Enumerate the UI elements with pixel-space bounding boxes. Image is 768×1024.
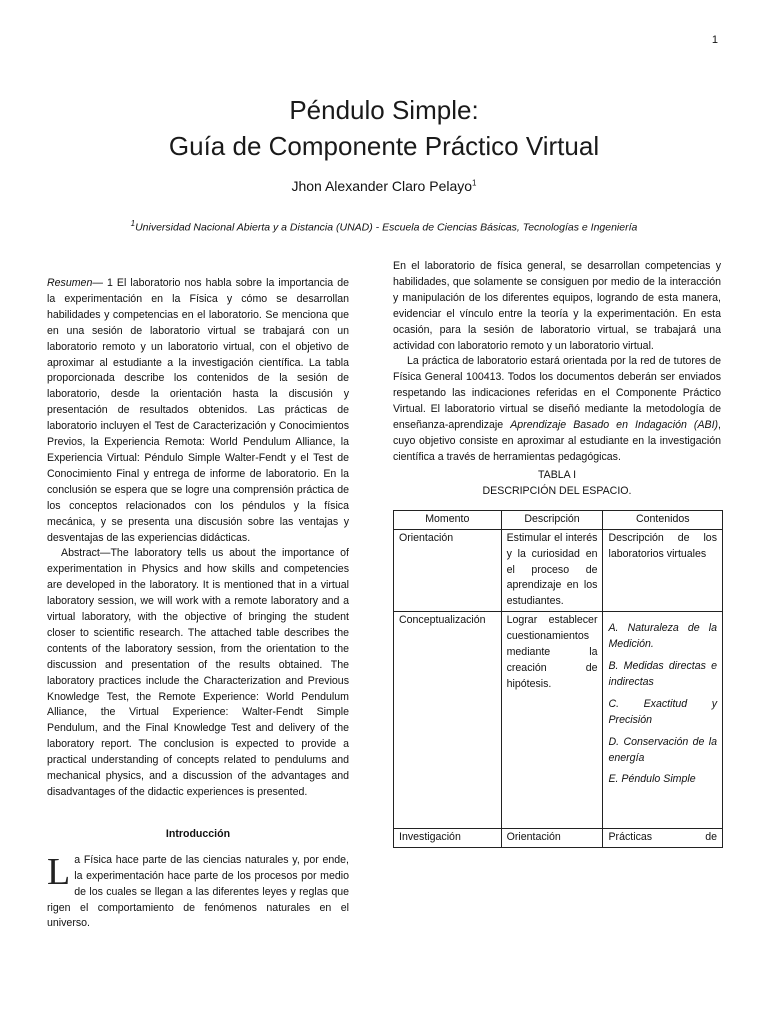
abstract-paragraph: Abstract—The laboratory tells us about the importance of experimentation in Physics and how skills and competencies are developed in the laboratory. It is mentioned that in a virtual laboratory session, we will work with a remote laboratory and a virtual laboratory, with the objective of bringing the student closer to scientific research. The attached table describes the contents of the laboratory session, from the orientation to the discussion and presentation of the results obtained. The laboratory practices include the Characterization and Previous Knowledge Test, the Remote Experience: World Pendulum Alliance, the Virtual Experience: Walter-Fendt Simple Pendulum, and the Final Knowledge Test and delivery of the laboratory report. The conclusion is expected to provide a practical understanding of concepts related to pendulums and mechanical physics, and a discussion of the advantages and disadvantages of the didactic experiences is presented. <box>47 547 349 798</box>
table-row <box>394 529 723 612</box>
content-item: E. Péndulo Simple <box>608 773 696 786</box>
content-item: D. Conservación de la energía <box>608 735 717 764</box>
affiliation <box>0 219 768 234</box>
intro-paragraph <box>47 850 349 933</box>
table-row <box>394 612 723 829</box>
title-line-2: Guía de Componente Práctico Virtual <box>168 131 600 161</box>
right-paragraph-2 <box>393 354 721 465</box>
content-item: A. Naturaleza de la Medición. <box>608 622 717 651</box>
description-table <box>393 510 723 849</box>
right-paragraph-1: En el laboratorio de física general, se desarrollan competencias y habilidades, que solamente se consiguen por medio de la interacción y manipulación de los diferentes equipos, logrando de esta manera, evidenciar el vínculo entre la teoría y la experimentación. En esta ocasión, para la sesión de laboratorio virtual, se trabajará una actividad con laboratorio remoto y un laboratorio virtual. <box>393 260 721 352</box>
content-item: B. Medidas directas e indirectas <box>608 660 717 688</box>
content-item: C. Exactitud y Precisión <box>608 697 717 726</box>
table-title: DESCRIPCIÓN DEL ESPACIO. <box>482 484 632 497</box>
right-p2-end: , cuyo objetivo consiste en aproximar al estudiante en la investigación científica a través de herramientas pedagógicas. <box>393 419 721 463</box>
cell-descripcion: Lograr establecer cuestionamientos mediante la creación de hipótesis. <box>501 612 603 829</box>
resumen-lead: Resumen <box>47 277 93 289</box>
author-name: Jhon Alexander Claro Pelayo <box>291 178 473 194</box>
resumen-text: — 1 El laboratorio nos habla sobre la importancia de la experimentación en la Física y cómo se desarrollan habilidades y competencias en el laboratorio. Se menciona que en una sesión de laboratorio virtual se trabajará con un laboratorio remoto y un laboratorio virtual, con el objetivo de aproximar al estudiante a la investigación científica. La tabla proporcionada describe los contenidos de la sesión de laboratorio, desde la orientación hasta la discusión y presentación de resultados obtenidos. Las prácticas de laboratorio incluyen el Test de Caracterización y Conocimientos Previos, la Experiencia Remota: World Pendulum Alliance, la Experiencia Virtual: Péndulo Simple Walter-Fendt y el Test de Conocimiento Final y entrega de informe de laboratorio. En la conclusión se espera que se logre una comprensión práctica de los conceptos relacionados con los péndulos y la física mecánica, y se presenta una discusión sobre las ventajas y desventajas de las experiencias didácticas. <box>47 277 349 544</box>
introduction-heading: Introducción <box>165 827 231 840</box>
affiliation-text: Universidad Nacional Abierta y a Distancia (UNAD) - Escuela de Ciencias Básicas, Tecnologías e Ingeniería <box>135 221 638 234</box>
paper-title <box>0 92 768 164</box>
drop-cap: L <box>47 850 71 893</box>
cell-contenidos: Prácticas de <box>603 829 723 848</box>
author <box>0 178 768 194</box>
cell-momento: Conceptualización <box>394 612 502 829</box>
right-p2-start: La práctica de laboratorio estará orientada por la red de tutores de Física General 100413. Todos los documentos deberán ser enviados respetando las indicaciones referidas en el Componente Práctico Virtual. El laboratorio virtual se diseñó mediante la metodología de enseñanza-aprendizaje <box>393 355 721 432</box>
table-row <box>394 829 723 848</box>
page-number: 1 <box>711 34 718 46</box>
table-header-row <box>394 510 723 529</box>
left-column <box>47 276 349 932</box>
header-momento: Momento <box>394 510 502 529</box>
table-caption <box>393 467 721 499</box>
right-column <box>393 259 721 848</box>
cell-contenidos: Descripción de los laboratorios virtuales <box>603 529 723 612</box>
title-line-1: Péndulo Simple: <box>289 95 479 125</box>
cell-descripcion: Estimular el interés y la curiosidad en el proceso de aprendizaje en los estudiantes. <box>501 529 603 612</box>
affiliation-superscript: 1 <box>130 219 136 228</box>
cell-momento: Orientación <box>394 529 502 612</box>
header-contenidos: Contenidos <box>603 510 723 529</box>
resumen-paragraph <box>47 276 349 546</box>
cell-contenidos <box>603 612 723 829</box>
author-superscript: 1 <box>472 178 477 188</box>
intro-text: a Física hace parte de las ciencias naturales y, por ende, la experimentación hace parte de los procesos por medio de los cuales se llegan a las diferentes leyes y reglas que rigen el comportamiento de fenómenos naturales en el universo. <box>47 853 349 930</box>
right-p2-italic: Aprendizaje Basado en Indagación (ABI) <box>510 419 719 432</box>
header-descripcion: Descripción <box>501 510 603 529</box>
cell-descripcion: Orientación <box>501 829 603 848</box>
cell-momento: Investigación <box>394 829 502 848</box>
table-label: TABLA I <box>537 468 577 481</box>
